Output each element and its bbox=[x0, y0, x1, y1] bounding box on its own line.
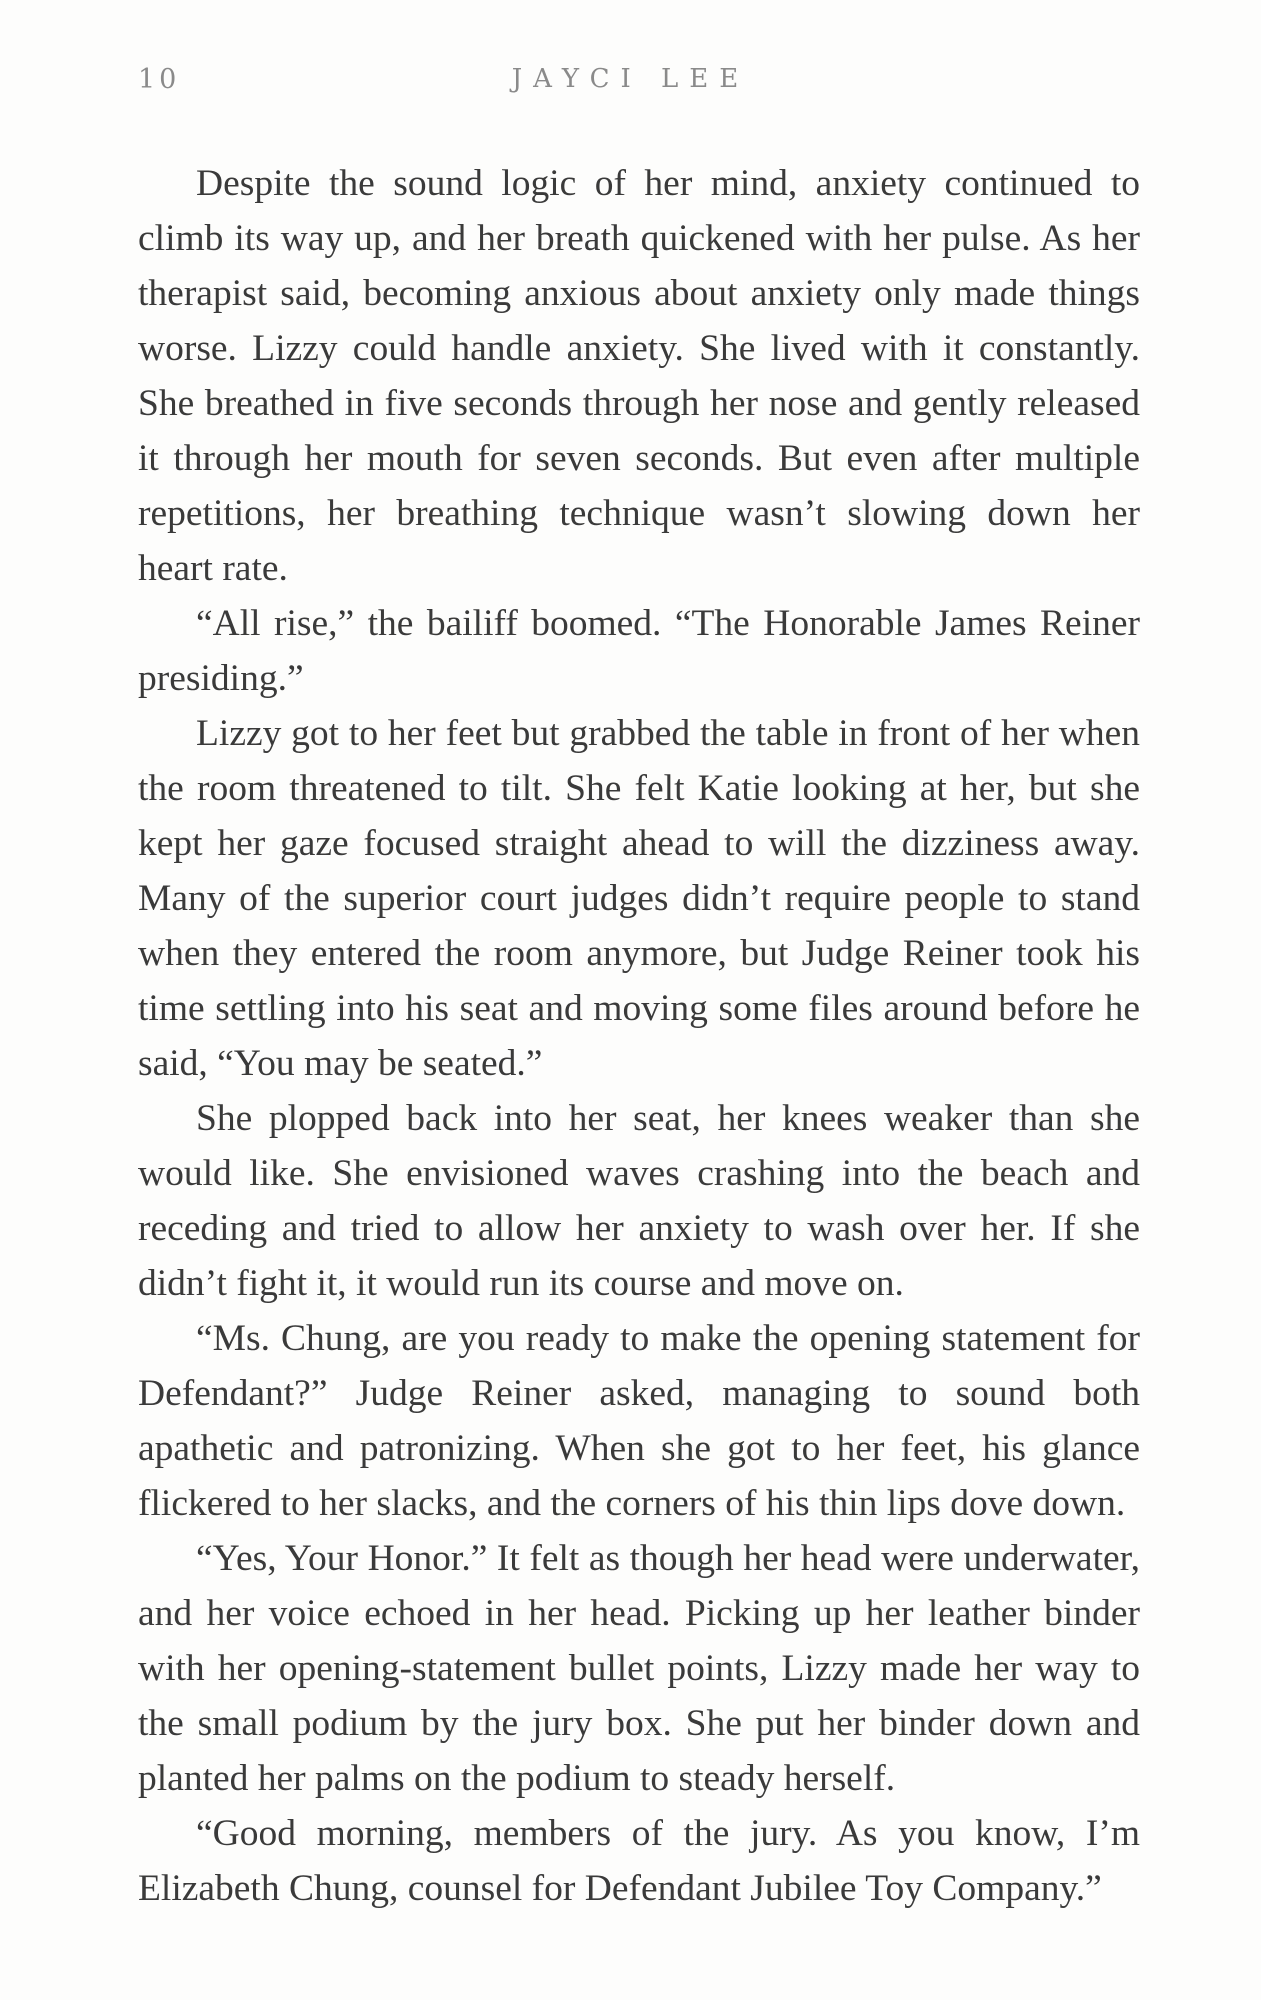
paragraph: “Yes, Your Honor.” It felt as though her head were underwater, and her voice echoed in her head. Picking up her leather binder with her opening-statement bullet points, Lizzy made her way to the small podium by the jury box. She put her binder down and planted her palms on the podium to steady herself. bbox=[138, 1538, 1140, 1799]
paragraph: “All rise,” the bailiff boomed. “The Honorable James Reiner presiding.” bbox=[138, 603, 1140, 699]
body-text bbox=[138, 156, 1140, 1916]
paragraph: She plopped back into her seat, her knees weaker than she would like. She envisioned waves crashing into the beach and receding and tried to allow her anxiety to wash over her. If she didn’t fight it, it would run its course and move on. bbox=[138, 1098, 1140, 1304]
paragraph: “Ms. Chung, are you ready to make the opening statement for Defendant?” Judge Reiner asked, managing to sound both apathetic and patronizing. When she got to her feet, his glance flickered to her slacks, and the corners of his thin lips dove down. bbox=[138, 1318, 1140, 1524]
paragraph: Despite the sound logic of her mind, anxiety continued to climb its way up, and her breath quickened with her pulse. As her therapist said, becoming anxious about anxiety only made things worse. Lizzy could handle anxiety. She lived with it constantly. She breathed in five seconds through her nose and gently released it through her mouth for seven seconds. But even after multiple repetitions, her breathing technique wasn’t slowing down her heart rate. bbox=[138, 163, 1140, 589]
paragraph: “Good morning, members of the jury. As you know, I’m Elizabeth Chung, counsel for Defendant Jubilee Toy Company.” bbox=[138, 1813, 1140, 1909]
page-number: 10 bbox=[138, 64, 181, 95]
author-name: JAYCI LEE bbox=[511, 64, 750, 94]
running-head bbox=[0, 64, 1261, 104]
paragraph: Lizzy got to her feet but grabbed the table in front of her when the room threatened to tilt. She felt Katie looking at her, but she kept her gaze focused straight ahead to will the dizziness away. Many of the superior court judges didn’t require people to stand when they entered the room anymore, but Judge Reiner took his time settling into his seat and moving some files around before he said, “You may be seated.” bbox=[138, 713, 1140, 1084]
